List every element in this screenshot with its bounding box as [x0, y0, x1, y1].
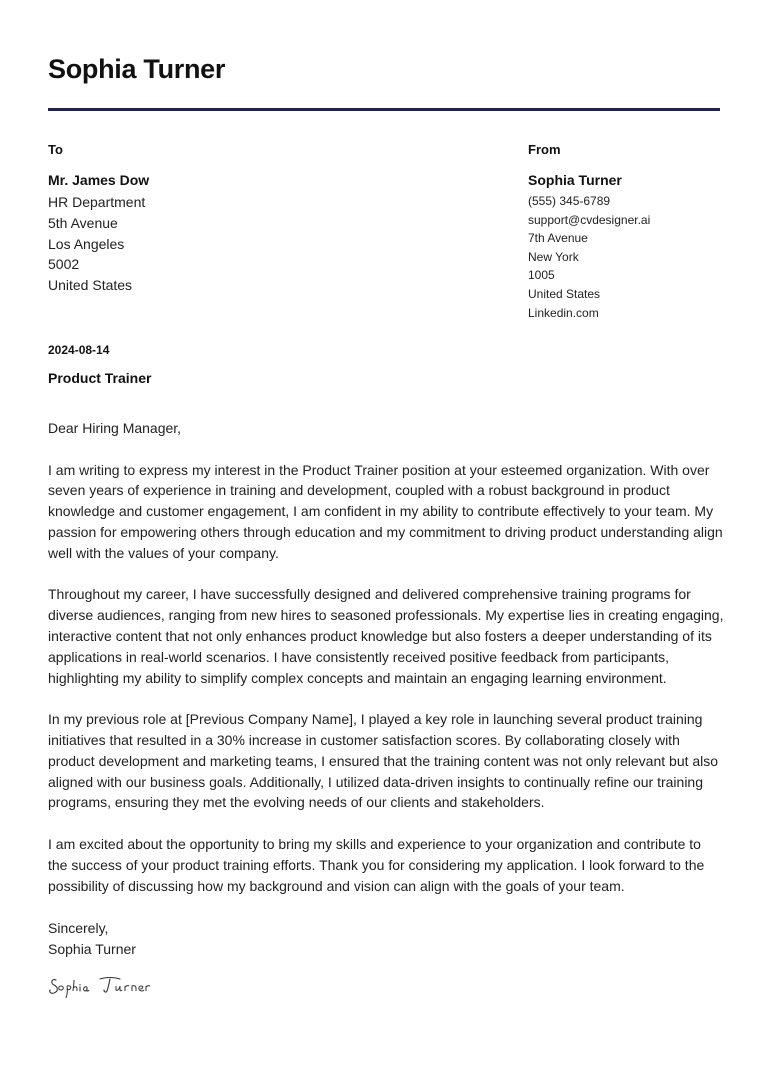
sender-label: From — [528, 142, 561, 157]
sender-street: 7th Avenue — [528, 231, 588, 246]
recipient-department: HR Department — [48, 194, 146, 210]
closing-phrase: Sincerely, — [48, 920, 109, 936]
letter-date: 2024-08-14 — [48, 343, 110, 357]
greeting: Dear Hiring Manager, — [48, 420, 182, 436]
body-paragraph-2: Throughout my career, I have successfully designed and delivered comprehensive training programs for diverse audiences, ranging from new hires to seasoned professionals. My expertise lies in creating engaging, interactive content that not only enhances product knowledge but also fosters a deeper understanding of its applications in real-world scenarios. I have consistently received positive feedback from participants, highlighting my ability to simplify complex concepts and maintain an engaging learning environment. — [48, 586, 724, 686]
sender-city: New York — [528, 249, 579, 264]
sender-email[interactable]: support@cvdesigner.ai — [528, 212, 651, 227]
recipient-name: Mr. James Dow — [48, 172, 150, 188]
letter-body — [48, 418, 724, 917]
closing-name: Sophia Turner — [48, 940, 136, 957]
body-paragraph-3: In my previous role at [Previous Company Name], I played a key role in launching several product training initiatives that resulted in a 30% increase in customer satisfaction scores. By collaborating closely with product development and marketing teams, I ensured that the training content was not only relevant but also aligned with our business goals. Additionally, I utilized data-driven insights to continually refine our training programs, ensuring they met the evolving needs of our clients and stakeholders. — [48, 711, 719, 811]
recipient-label: To — [48, 142, 63, 157]
recipient-postal-code: 5002 — [48, 256, 80, 273]
signoff-block — [48, 918, 136, 960]
sender-country: United States — [528, 286, 601, 301]
sender-postal-code: 1005 — [528, 268, 555, 283]
applicant-name-heading: Sophia Turner — [48, 54, 226, 84]
body-paragraph-1: I am writing to express my interest in the Product Trainer position at your esteemed organization. With over seven years of experience in training and development, coupled with a robust background in product knowledge and customer engagement, I am confident in my ability to contribute effectively to your team. My passion for empowering others through education and my commitment to driving product understanding align well with the values of your company. — [48, 461, 723, 561]
sender-block — [528, 141, 728, 322]
recipient-block — [48, 141, 468, 296]
handwritten-signature — [48, 970, 178, 1005]
body-paragraph-4: I am excited about the opportunity to bring my skills and experience to your organization and contribute to the success of your product training efforts. Thank you for considering my application. I look forward to the possibility of discussing how my background and vision can align with the goals of your team. — [48, 835, 705, 894]
position-title: Product Trainer — [48, 370, 152, 386]
sender-phone: (555) 345-6789 — [528, 194, 611, 208]
recipient-street: 5th Avenue — [48, 214, 118, 231]
sender-name: Sophia Turner — [528, 172, 622, 188]
recipient-city: Los Angeles — [48, 235, 125, 252]
header-divider — [48, 108, 720, 111]
sender-linkedin-link[interactable]: Linkedin.com — [528, 305, 599, 320]
signature-image — [48, 970, 178, 1000]
recipient-country: United States — [48, 277, 133, 294]
